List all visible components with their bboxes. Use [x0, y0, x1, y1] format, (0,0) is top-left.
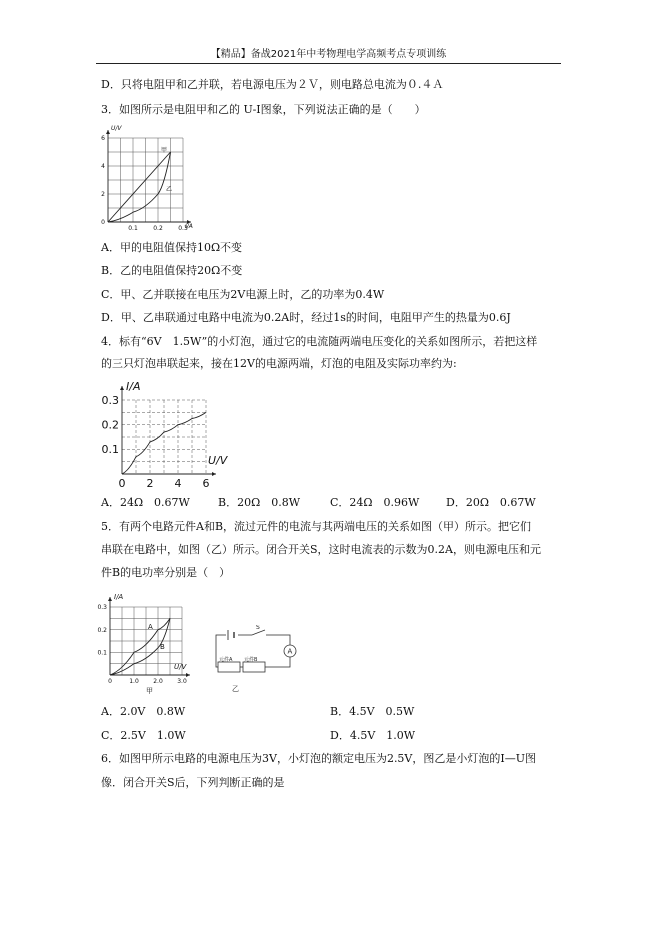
- x-axis-arrow: [186, 673, 190, 677]
- x-tick-label: 1.0: [129, 678, 139, 685]
- figure-caption: 甲: [146, 687, 153, 695]
- q5-option-b: B．4.5V 0.5W: [330, 705, 415, 718]
- q4-iu-graph: [98, 378, 238, 488]
- q3-option-c: C．甲、乙并联接在电压为2V电源上时，乙的功率为0.4W: [101, 288, 385, 301]
- x-tick-label: 0: [108, 678, 112, 685]
- y-axis-arrow: [106, 130, 110, 134]
- x-tick-label: 3.0: [177, 678, 187, 685]
- y-tick-label: 0.3: [97, 604, 107, 612]
- q3-stem: 3．如图所示是电阻甲和乙的 U-I图象，下列说法正确的是（ ）: [101, 103, 426, 116]
- element-b-label: 元件B: [244, 657, 258, 663]
- x-tick-label: 4: [174, 477, 182, 488]
- x-tick-label: 0.2: [153, 225, 163, 232]
- q5-option-d: D．4.5V 1.0W: [330, 729, 416, 742]
- x-axis-label: I/A: [185, 223, 193, 230]
- y-tick-label: 6: [101, 135, 105, 143]
- y-tick-label: 0.1: [97, 649, 107, 657]
- y-tick-label: 0.1: [101, 443, 119, 457]
- q6-stem-line2: 像．闭合开关S后，下列判断正确的是: [101, 776, 285, 789]
- q5-option-a: A．2.0V 0.8W: [101, 705, 186, 718]
- q6-stem-line1: 6．如图甲所示电路的电源电压为3V，小灯泡的额定电压为2.5V，图乙是小灯泡的I—U图: [101, 752, 536, 765]
- q4-option-b: B．20Ω 0.8W: [218, 496, 301, 509]
- x-axis-label: U/V: [208, 454, 228, 467]
- y-axis-label: U/V: [111, 125, 122, 132]
- x-tick-label: 0: [118, 477, 126, 488]
- y-tick-label: 0.2: [101, 418, 119, 432]
- series-label: A: [148, 623, 153, 631]
- x-axis-arrow: [212, 472, 216, 476]
- series-line: [108, 152, 171, 222]
- circuit-caption: 乙: [232, 685, 239, 693]
- switch-label: S: [256, 625, 260, 631]
- x-tick-label: 2: [146, 477, 154, 488]
- q5-circuit-diagram: [210, 625, 300, 695]
- q5-stem-line3: 件B的电功率分别是（ ）: [101, 566, 231, 579]
- q4-option-d: D．20Ω 0.67W: [446, 496, 536, 509]
- y-axis-label: I/A: [114, 593, 124, 601]
- q3-option-a: A．甲的电阻值保持10Ω不变: [101, 241, 243, 254]
- x-tick-label: 0.3: [178, 225, 188, 232]
- y-tick-label: 2: [101, 191, 105, 199]
- x-tick-label: 0.1: [128, 225, 138, 232]
- switch-gap: [252, 633, 266, 637]
- series-label: 乙: [166, 186, 173, 193]
- y-axis-arrow: [108, 597, 112, 601]
- q4-option-a: A．24Ω 0.67W: [101, 496, 190, 509]
- series-label: B: [160, 643, 165, 651]
- q3-option-d: D．甲、乙串联通过电路中电流为0.2A时，经过1s的时间，电阻甲产生的热量为0.6J: [101, 311, 511, 324]
- q4-stem-line2: 的三只灯泡串联起来，接在12V的电源两端，灯泡的电阻及实际功率约为:: [101, 357, 457, 370]
- q4-stem-line1: 4．标有“6V 1.5W”的小灯泡，通过它的电流随两端电压变化的关系如图所示，若把这样: [101, 335, 538, 348]
- y-tick-label: 0: [101, 219, 105, 227]
- q3-ui-graph: [96, 124, 206, 236]
- element-a-box: [218, 662, 240, 672]
- y-tick-label: 0.3: [101, 393, 119, 407]
- q3-option-b: B．乙的电阻值保持20Ω不变: [101, 264, 243, 277]
- y-axis-arrow: [120, 386, 124, 390]
- x-tick-label: 2.0: [153, 678, 163, 685]
- page-header: 【精品】备战2021年中考物理电学高频考点专项训练: [96, 45, 561, 64]
- q5-option-c: C．2.5V 1.0W: [101, 729, 186, 742]
- element-b-box: [243, 662, 265, 672]
- x-axis-label: U/V: [174, 663, 187, 671]
- x-tick-label: 6: [202, 477, 210, 488]
- ammeter-label: A: [287, 647, 293, 656]
- y-tick-label: 0.2: [97, 626, 107, 634]
- q2-option-d: D．只将电阻甲和乙并联，若电源电压为２Ｖ，则电路总电流为０.４Ａ: [101, 78, 444, 91]
- q4-option-c: C．24Ω 0.96W: [330, 496, 420, 509]
- y-tick-label: 4: [101, 163, 105, 171]
- series-label: 甲: [161, 147, 168, 154]
- q5-stem-line1: 5．有两个电路元件A和B，流过元件的电流与其两端电压的关系如图（甲）所示。把它们: [101, 520, 532, 533]
- element-a-label: 元件A: [219, 657, 233, 663]
- q5-stem-line2: 串联在电路中，如图（乙）所示。闭合开关S，这时电流表的示数为0.2A，则电源电压和元: [101, 543, 541, 556]
- y-axis-label: I/A: [126, 380, 141, 393]
- q5-iu-graph: [96, 587, 214, 697]
